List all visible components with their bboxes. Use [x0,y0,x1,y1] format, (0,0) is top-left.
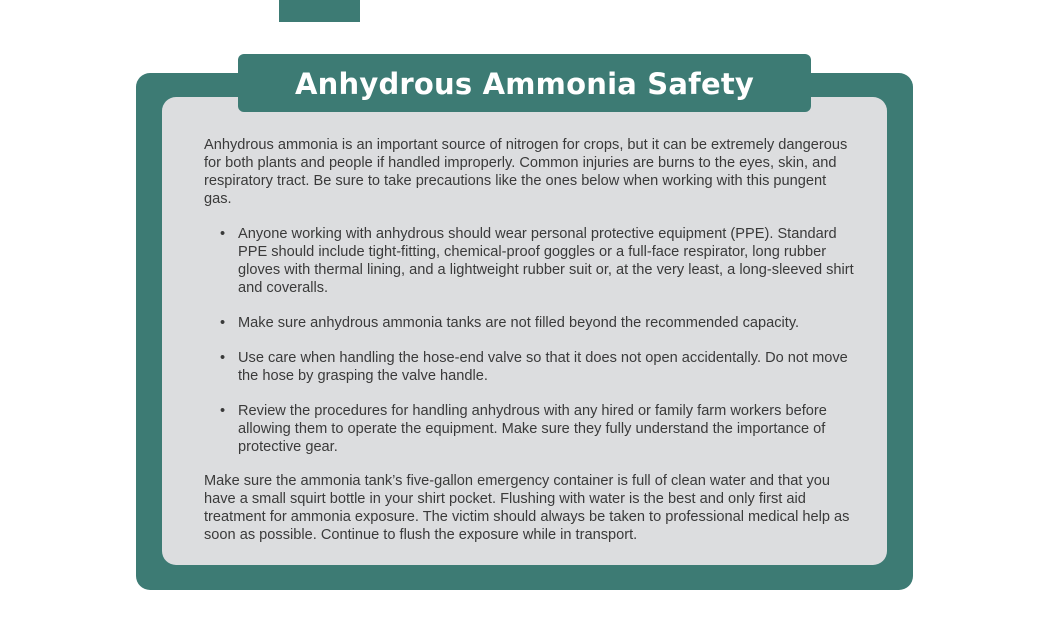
closing-paragraph: Make sure the ammonia tank’s five-gallon emergency container is full of clean water and that you have a small squirt bottle in your shirt pocket. Flushing with water is the best and only first aid treatment for ammonia exposure. The victim should always be taken to professional medical help as soon as possible. Continue to flush the exposure while in transport. [204,473,850,543]
bullet-icon: • [220,350,226,366]
list-item [204,349,854,385]
bullet-icon: • [220,315,226,331]
page-title: Anhydrous Ammonia Safety [295,67,754,101]
top-tab-decoration [279,0,360,22]
list-item-text: Make sure anhydrous ammonia tanks are not filled beyond the recommended capacity. [238,315,800,331]
bullet-icon: • [220,403,226,419]
list-item-text: Use care when handling the hose-end valve so that it does not open accidentally. Do not move the hose by grasping the valve handle. [238,350,848,384]
list-item-text: Review the procedures for handling anhydrous with any hired or family farm workers before allowing them to operate the equipment. Make sure they fully understand the importance of protective gear. [238,403,827,455]
list-item-text: Anyone working with anhydrous should wear personal protective equipment (PPE). Standard PPE should include tight-fitting, chemical-proof goggles or a full-face respirator, long rubber gloves with thermal lining, and a lightweight rubber suit or, at the very least, a long-sleeved shirt and coveralls. [238,226,854,296]
sidebar-content [204,136,854,544]
bullet-icon: • [220,226,226,242]
list-item [204,402,854,456]
title-banner [238,54,811,112]
list-item [204,225,854,297]
list-item [204,314,854,332]
intro-paragraph: Anhydrous ammonia is an important source of nitrogen for crops, but it can be extremely dangerous for both plants and people if handled improperly. Common injuries are burns to the eyes, skin, and respiratory tract. Be sure to take precautions like the ones below when working with this pungent gas. [204,137,848,207]
precautions-list [204,225,854,456]
